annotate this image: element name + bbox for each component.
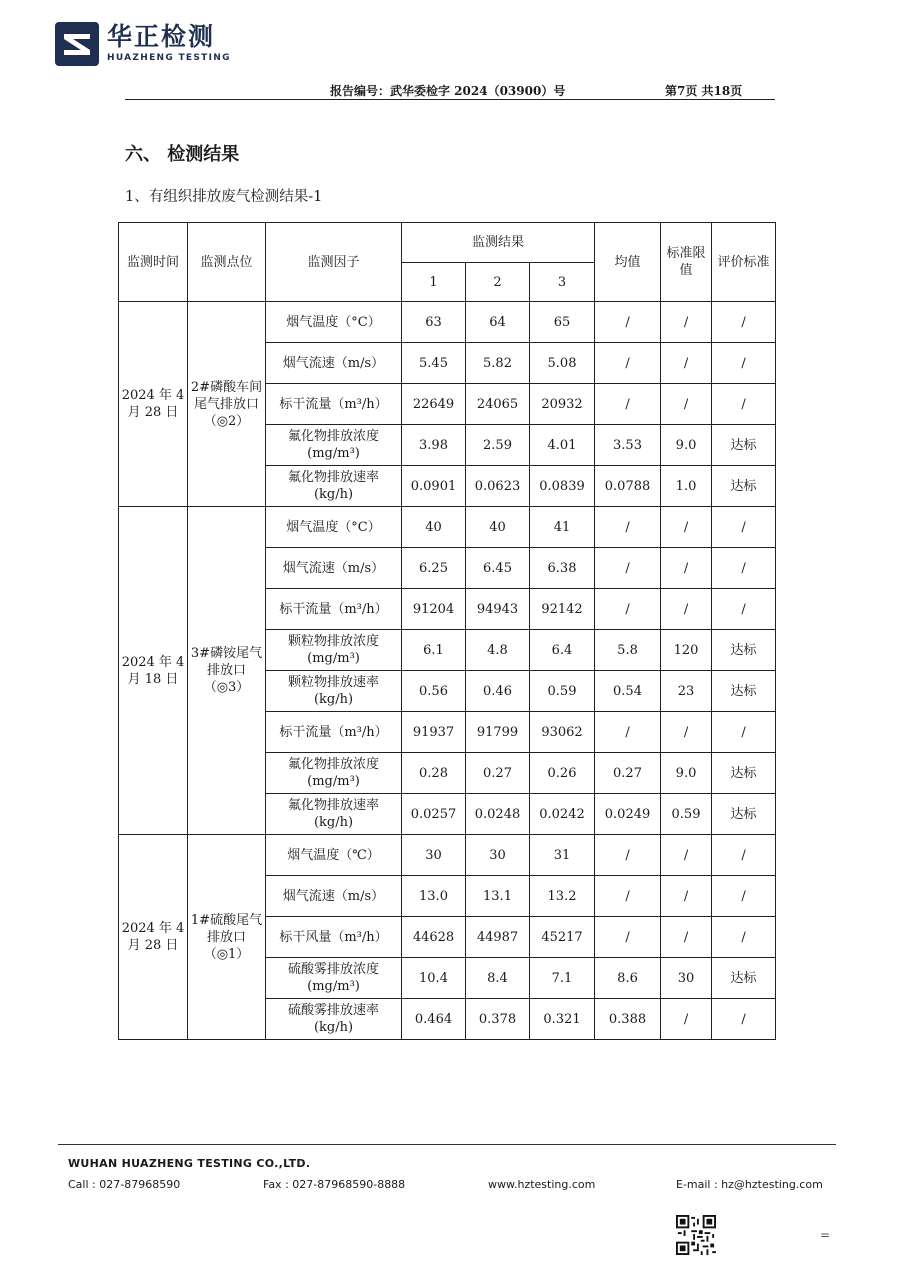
result-2-cell: 44987 bbox=[466, 917, 530, 958]
results-table bbox=[118, 222, 776, 1040]
result-1-cell: 0.56 bbox=[402, 671, 466, 712]
result-2-cell: 91799 bbox=[466, 712, 530, 753]
result-1-cell: 0.0257 bbox=[402, 794, 466, 835]
factor-cell: 颗粒物排放速率 (kg/h) bbox=[266, 671, 402, 712]
monitoring-point-cell: 3#磷铵尾气排放口（◎3） bbox=[188, 507, 266, 835]
result-1-cell: 30 bbox=[402, 835, 466, 876]
result-2-cell: 40 bbox=[466, 507, 530, 548]
limit-cell: 9.0 bbox=[661, 753, 712, 794]
evaluation-cell: / bbox=[712, 876, 776, 917]
result-1-cell: 0.28 bbox=[402, 753, 466, 794]
limit-cell: / bbox=[661, 302, 712, 343]
result-1-cell: 40 bbox=[402, 507, 466, 548]
result-3-cell: 7.1 bbox=[530, 958, 595, 999]
result-3-cell: 13.2 bbox=[530, 876, 595, 917]
header-sample-2: 2 bbox=[466, 263, 530, 302]
limit-cell: / bbox=[661, 999, 712, 1040]
factor-cell: 标干流量（m³/h） bbox=[266, 384, 402, 425]
factor-cell: 烟气温度（℃） bbox=[266, 835, 402, 876]
average-cell: / bbox=[595, 384, 661, 425]
factor-cell: 氟化物排放浓度 (mg/m³) bbox=[266, 425, 402, 466]
footer-phone: Call : 027-87968590 bbox=[68, 1178, 181, 1191]
result-1-cell: 63 bbox=[402, 302, 466, 343]
average-cell: 0.0249 bbox=[595, 794, 661, 835]
result-3-cell: 41 bbox=[530, 507, 595, 548]
result-1-cell: 5.45 bbox=[402, 343, 466, 384]
evaluation-cell: / bbox=[712, 917, 776, 958]
factor-cell: 标干流量（m³/h） bbox=[266, 712, 402, 753]
evaluation-cell: / bbox=[712, 302, 776, 343]
table-subtitle: 1、有组织排放废气检测结果-1 bbox=[125, 189, 323, 205]
result-1-cell: 13.0 bbox=[402, 876, 466, 917]
result-3-cell: 6.38 bbox=[530, 548, 595, 589]
result-2-cell: 13.1 bbox=[466, 876, 530, 917]
monitoring-time-cell: 2024 年 4 月 28 日 bbox=[119, 302, 188, 507]
result-3-cell: 65 bbox=[530, 302, 595, 343]
evaluation-cell: 达标 bbox=[712, 630, 776, 671]
limit-cell: 120 bbox=[661, 630, 712, 671]
limit-cell: 23 bbox=[661, 671, 712, 712]
qr-code-icon bbox=[676, 1215, 716, 1255]
result-2-cell: 94943 bbox=[466, 589, 530, 630]
result-2-cell: 0.46 bbox=[466, 671, 530, 712]
average-cell: / bbox=[595, 835, 661, 876]
limit-cell: / bbox=[661, 589, 712, 630]
huazheng-logo-icon bbox=[55, 22, 99, 66]
evaluation-cell: / bbox=[712, 712, 776, 753]
result-2-cell: 24065 bbox=[466, 384, 530, 425]
section-title: 六、 检测结果 bbox=[125, 144, 240, 165]
average-cell: 0.0788 bbox=[595, 466, 661, 507]
limit-cell: 1.0 bbox=[661, 466, 712, 507]
limit-cell: / bbox=[661, 876, 712, 917]
evaluation-cell: 达标 bbox=[712, 794, 776, 835]
result-1-cell: 0.464 bbox=[402, 999, 466, 1040]
monitoring-time-cell: 2024 年 4 月 18 日 bbox=[119, 507, 188, 835]
result-2-cell: 2.59 bbox=[466, 425, 530, 466]
header-divider bbox=[125, 99, 775, 100]
limit-cell: / bbox=[661, 343, 712, 384]
limit-cell: / bbox=[661, 507, 712, 548]
result-1-cell: 6.25 bbox=[402, 548, 466, 589]
header-results: 监测结果 bbox=[402, 223, 595, 263]
factor-cell: 烟气温度（°C） bbox=[266, 302, 402, 343]
result-2-cell: 0.0623 bbox=[466, 466, 530, 507]
header-point: 监测点位 bbox=[188, 223, 266, 302]
header-time: 监测时间 bbox=[119, 223, 188, 302]
factor-cell: 颗粒物排放浓度 (mg/m³) bbox=[266, 630, 402, 671]
factor-cell: 氟化物排放速率 (kg/h) bbox=[266, 794, 402, 835]
average-cell: / bbox=[595, 876, 661, 917]
result-1-cell: 3.98 bbox=[402, 425, 466, 466]
header-factor: 监测因子 bbox=[266, 223, 402, 302]
average-cell: 5.8 bbox=[595, 630, 661, 671]
average-cell: 0.54 bbox=[595, 671, 661, 712]
result-2-cell: 0.378 bbox=[466, 999, 530, 1040]
evaluation-cell: / bbox=[712, 835, 776, 876]
limit-cell: 30 bbox=[661, 958, 712, 999]
monitoring-point-cell: 2#磷酸车间尾气排放口（◎2） bbox=[188, 302, 266, 507]
footer-email: E-mail : hz@hztesting.com bbox=[676, 1178, 823, 1191]
monitoring-time-cell: 2024 年 4 月 28 日 bbox=[119, 835, 188, 1040]
monitoring-point-cell: 1#硫酸尾气排放口（◎1） bbox=[188, 835, 266, 1040]
result-2-cell: 5.82 bbox=[466, 343, 530, 384]
result-3-cell: 45217 bbox=[530, 917, 595, 958]
limit-cell: / bbox=[661, 835, 712, 876]
evaluation-cell: / bbox=[712, 507, 776, 548]
evaluation-cell: / bbox=[712, 548, 776, 589]
result-2-cell: 4.8 bbox=[466, 630, 530, 671]
evaluation-cell: / bbox=[712, 589, 776, 630]
limit-cell: / bbox=[661, 917, 712, 958]
evaluation-cell: 达标 bbox=[712, 466, 776, 507]
result-2-cell: 8.4 bbox=[466, 958, 530, 999]
result-3-cell: 93062 bbox=[530, 712, 595, 753]
footer-fax: Fax : 027-87968590-8888 bbox=[263, 1178, 406, 1191]
evaluation-cell: 达标 bbox=[712, 958, 776, 999]
footer-divider bbox=[58, 1144, 836, 1145]
header-evaluation: 评价标准 bbox=[712, 223, 776, 302]
result-1-cell: 6.1 bbox=[402, 630, 466, 671]
result-2-cell: 0.0248 bbox=[466, 794, 530, 835]
header-average: 均值 bbox=[595, 223, 661, 302]
footer-website: www.hztesting.com bbox=[488, 1178, 596, 1191]
report-number: 报告编号：武华委检字 2024（03900）号 bbox=[330, 84, 566, 98]
factor-cell: 烟气流速（m/s） bbox=[266, 876, 402, 917]
factor-cell: 氟化物排放浓度 (mg/m³) bbox=[266, 753, 402, 794]
result-2-cell: 0.27 bbox=[466, 753, 530, 794]
result-3-cell: 92142 bbox=[530, 589, 595, 630]
average-cell: 0.27 bbox=[595, 753, 661, 794]
result-3-cell: 6.4 bbox=[530, 630, 595, 671]
result-3-cell: 0.0839 bbox=[530, 466, 595, 507]
average-cell: / bbox=[595, 917, 661, 958]
header-sample-3: 3 bbox=[530, 263, 595, 302]
logo-english-name: HUAZHENG TESTING bbox=[107, 53, 231, 63]
result-3-cell: 0.321 bbox=[530, 999, 595, 1040]
factor-cell: 硫酸雾排放速率 (kg/h) bbox=[266, 999, 402, 1040]
average-cell: / bbox=[595, 302, 661, 343]
limit-cell: 9.0 bbox=[661, 425, 712, 466]
page-mark: = bbox=[820, 1228, 831, 1242]
result-2-cell: 64 bbox=[466, 302, 530, 343]
limit-cell: / bbox=[661, 384, 712, 425]
factor-cell: 标干风量（m³/h） bbox=[266, 917, 402, 958]
result-2-cell: 6.45 bbox=[466, 548, 530, 589]
evaluation-cell: / bbox=[712, 343, 776, 384]
factor-cell: 硫酸雾排放浓度 (mg/m³) bbox=[266, 958, 402, 999]
limit-cell: 0.59 bbox=[661, 794, 712, 835]
result-3-cell: 5.08 bbox=[530, 343, 595, 384]
average-cell: 8.6 bbox=[595, 958, 661, 999]
average-cell: / bbox=[595, 589, 661, 630]
average-cell: 3.53 bbox=[595, 425, 661, 466]
result-3-cell: 20932 bbox=[530, 384, 595, 425]
factor-cell: 氟化物排放速率 (kg/h) bbox=[266, 466, 402, 507]
factor-cell: 烟气流速（m/s） bbox=[266, 343, 402, 384]
evaluation-cell: 达标 bbox=[712, 753, 776, 794]
average-cell: / bbox=[595, 343, 661, 384]
result-1-cell: 44628 bbox=[402, 917, 466, 958]
limit-cell: / bbox=[661, 548, 712, 589]
result-1-cell: 91204 bbox=[402, 589, 466, 630]
table-row bbox=[119, 302, 776, 343]
logo-chinese-name: 华正检测 bbox=[107, 22, 216, 51]
evaluation-cell: / bbox=[712, 999, 776, 1040]
result-2-cell: 30 bbox=[466, 835, 530, 876]
table-row bbox=[119, 835, 776, 876]
average-cell: / bbox=[595, 548, 661, 589]
result-1-cell: 91937 bbox=[402, 712, 466, 753]
average-cell: / bbox=[595, 712, 661, 753]
average-cell: 0.388 bbox=[595, 999, 661, 1040]
footer-company: WUHAN HUAZHENG TESTING CO.,LTD. bbox=[68, 1157, 311, 1170]
result-3-cell: 0.26 bbox=[530, 753, 595, 794]
average-cell: / bbox=[595, 507, 661, 548]
evaluation-cell: 达标 bbox=[712, 671, 776, 712]
result-1-cell: 0.0901 bbox=[402, 466, 466, 507]
result-1-cell: 22649 bbox=[402, 384, 466, 425]
result-3-cell: 0.0242 bbox=[530, 794, 595, 835]
page-info: 第7页 共18页 bbox=[665, 84, 743, 98]
result-3-cell: 31 bbox=[530, 835, 595, 876]
evaluation-cell: 达标 bbox=[712, 425, 776, 466]
header-limit: 标准限值 bbox=[661, 223, 712, 302]
result-3-cell: 4.01 bbox=[530, 425, 595, 466]
limit-cell: / bbox=[661, 712, 712, 753]
company-logo bbox=[55, 22, 230, 68]
table-row bbox=[119, 507, 776, 548]
result-3-cell: 0.59 bbox=[530, 671, 595, 712]
evaluation-cell: / bbox=[712, 384, 776, 425]
factor-cell: 标干流量（m³/h） bbox=[266, 589, 402, 630]
header-sample-1: 1 bbox=[402, 263, 466, 302]
result-1-cell: 10.4 bbox=[402, 958, 466, 999]
factor-cell: 烟气流速（m/s） bbox=[266, 548, 402, 589]
factor-cell: 烟气温度（°C） bbox=[266, 507, 402, 548]
